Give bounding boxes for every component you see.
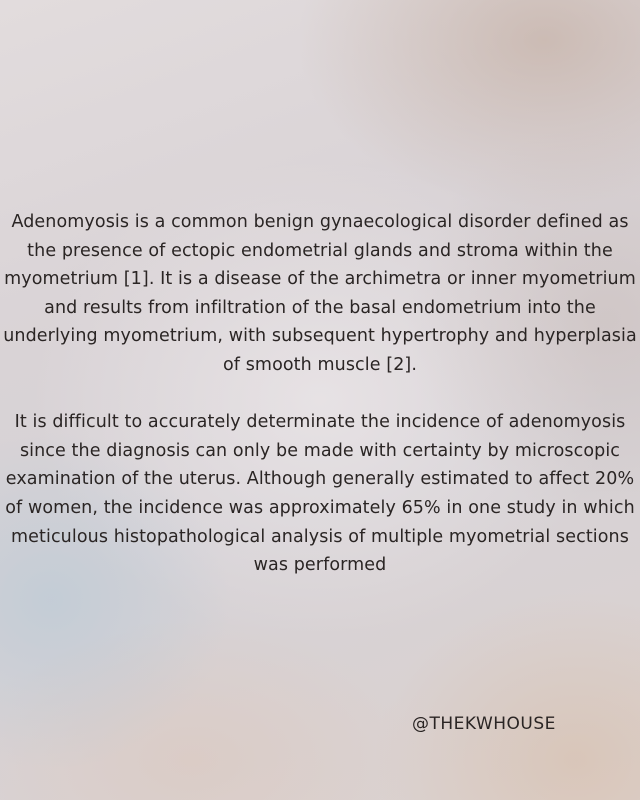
paragraph-incidence: It is difficult to accurately determinate the incidence of adenomyosis since the diagnosis can only be made with certainty by microscopic examination of the uterus. Although generally estimated to affect 20% of women, the incidence was approximately 65% in one study in which meticulous histopathological analysis of multiple myometrial sections was performed (5, 412, 635, 576)
body-text (0, 208, 640, 580)
paragraph-definition: Adenomyosis is a common benign gynaecological disorder defined as the presence of ectopic endometrial glands and stroma within the myometrium [1]. It is a disease of the archimetra or inner myometrium and results from infiltration of the basal endometrium into the underlying myometrium, with subsequent hypertrophy and hyperplasia of smooth muscle [2]. (3, 212, 637, 375)
account-handle: @THEKWHOUSE (412, 714, 556, 734)
